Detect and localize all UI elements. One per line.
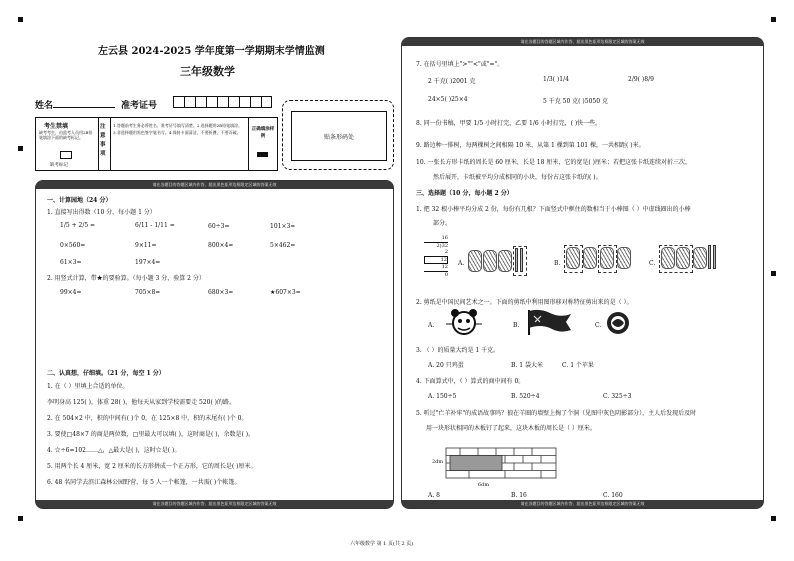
choice-q2: 2. 剪纸是中国民间艺术之一。下面的剪纸中利用图形移对称特征剪出来的是（ ）。 xyxy=(416,299,633,306)
id-label: 准考证号 xyxy=(121,101,158,111)
fill-question: 4. ☆÷6=102……△，△最大是( )，这时☆是( )。 xyxy=(47,447,181,454)
left-answer-panel xyxy=(35,180,394,509)
q8-text: 8. 同一份书稿，甲要 1/5 小时打完，乙要 1/6 小时打完，( )快一些。 xyxy=(416,120,602,127)
panel-top-band: 请在各题目的答题区域内作答，超出黑色矩形边框限定区域的答案无效 xyxy=(36,181,393,189)
notes-column xyxy=(110,118,249,170)
compare-item: 1/3( )1/4 xyxy=(543,76,569,83)
option-b-label: B. xyxy=(513,322,520,329)
page-footer: 六年级数学 第 1 页(共 2 页) xyxy=(350,541,414,547)
id-number-grid[interactable] xyxy=(173,96,272,108)
q10-text: 10. 一张长方形卡纸的周长是 60 厘米，长是 18 厘米，它的宽是( )厘米；若把这张卡纸连续对折三次， xyxy=(416,159,691,166)
registration-mark xyxy=(18,17,23,22)
panel-top-band: 请在各题目的答题区域内作答，超出黑色矩形边框限定区域的答案无效 xyxy=(402,38,763,46)
section-3-title: 三、选择题（10 分，每小题 2 分） xyxy=(416,190,513,197)
option-b-sticks[interactable] xyxy=(564,245,632,273)
option-b-label: B. xyxy=(554,260,561,267)
choice-q5-cont: 用一块形状相同的木板钉了起来，这块木板的周长是（ ）厘米。 xyxy=(426,425,596,432)
option-a-sticks[interactable] xyxy=(468,246,527,276)
registration-mark xyxy=(771,516,776,521)
notes-title: 注意事项 xyxy=(100,124,106,157)
calc-item: 61×3= xyxy=(60,259,82,266)
calc-item: 60÷3= xyxy=(208,223,230,230)
fill-question: 6. 48 名同学去滨江森林公园野营，每 5 人一个帐篷，一共需( )个帐篷。 xyxy=(47,479,241,486)
notes-text: 1.答题前考生务必将姓名、准考证号填写清楚。2.选择题用2B铅笔填涂。3.非选择题用黑色签字笔书写。4.保持卡面清洁，不要折叠、不要弄破。 xyxy=(113,123,243,135)
choice-q5: 5. 听过"亡羊补牢"的成语故事吗？狼在羊圈的墙壁上掏了个洞（见图中灰色阴影部分），主人后发现后及时 xyxy=(416,410,697,417)
option-c-label: C. xyxy=(649,260,656,267)
choice-option[interactable]: C. 160 xyxy=(603,492,623,499)
flag-papercut-icon[interactable] xyxy=(526,308,572,336)
notice-box xyxy=(35,117,278,171)
choice-q3: 3. （ ）的质量大约是 1 千克。 xyxy=(416,347,500,354)
fill-question: 2. 在 504×2 中，积的中间有( )个 0，在 125×8 中，积的末尾有( )个 0。 xyxy=(47,415,248,422)
registration-mark xyxy=(771,17,776,22)
fill-question: 1. 在（ ）里填上合适的单位。 xyxy=(47,383,129,390)
vertical-calc-item: ★607×3= xyxy=(270,289,301,296)
brick-wall-figure xyxy=(444,446,559,482)
vertical-calc-item: 680×3= xyxy=(208,289,234,296)
tiger-papercut-icon[interactable] xyxy=(446,308,482,336)
s1-question-1: 1. 直接写出得数（10 分，每小题 1 分） xyxy=(47,209,156,216)
calc-item: 800×4= xyxy=(208,242,234,249)
calc-item: 0×560= xyxy=(60,242,86,249)
registration-mark xyxy=(771,271,776,276)
compare-item: 5 千克 50 克( )5050 克 xyxy=(543,98,608,105)
sample-column xyxy=(248,118,277,170)
choice-option[interactable]: B. 520÷4 xyxy=(511,393,540,400)
choice-q1: 1. 把 32 根小棒平均分成 2 份，每份有几根？下面竖式中框住的数相当于小棒图（ ）中虚线圈出的小棒 xyxy=(416,206,691,213)
calc-item: 6/11 - 1/11 = xyxy=(135,222,175,229)
right-answer-panel xyxy=(401,37,764,509)
absent-label: 缺考标记 xyxy=(50,163,68,168)
choice-option[interactable]: A. 8 xyxy=(428,492,440,499)
registration-mark xyxy=(18,516,23,521)
q10-text-cont: 然后展开，卡纸被平均分成相同的小块，每份占这张卡纸的( )。 xyxy=(433,174,602,181)
round-papercut-icon[interactable] xyxy=(606,311,630,335)
option-c-label: C. xyxy=(595,322,602,329)
compare-item: 2 千克( )2001 克 xyxy=(428,78,476,85)
barcode-area xyxy=(282,100,394,170)
q9-text: 9. 路边种一排树，每两棵树之间相隔 10 米，从第 1 棵到第 101 棵，一共相距( )米。 xyxy=(416,142,645,149)
fill-question: 3. 要使□48×7 的商是两位数，□里最大可以填( )，这时商是( )，余数是( )。 xyxy=(47,431,255,438)
sample-filled-mark xyxy=(257,152,268,157)
taboo-text: 缺考考生，由监考人员用2B铅笔填涂下面的缺考标记。 xyxy=(39,130,93,140)
fill-question: 5. 用两个长 4 厘米，宽 2 厘米的长方形拼成一个正方形，它的周长是( )厘米。 xyxy=(47,463,257,470)
choice-option[interactable]: C. 325÷3 xyxy=(603,393,632,400)
barcode-box: 贴条形码处 xyxy=(291,111,387,161)
choice-option[interactable]: B. 1 袋大米 xyxy=(511,362,543,369)
choice-option[interactable]: C. 1 个苹果 xyxy=(562,362,594,369)
choice-q4: 4. 下面算式中，（ ）算式的商中间有 0。 xyxy=(416,378,525,385)
calc-item: 197×4= xyxy=(135,259,161,266)
calc-item: 5×462= xyxy=(270,242,296,249)
compare-item: 2/9( )8/9 xyxy=(628,76,654,83)
q7-text: 7. 在括号里填上">""<"或"="。 xyxy=(416,61,504,68)
choice-q1-cont: 部分。 xyxy=(433,220,452,227)
calc-item: 1/5 + 2/5 = xyxy=(60,222,96,229)
choice-option[interactable]: B. 16 xyxy=(511,492,527,499)
dim-2dm: 2dm xyxy=(432,459,444,465)
option-a-label: A. xyxy=(428,322,435,329)
calc-item: 101×3= xyxy=(270,223,296,230)
vertical-calc-item: 99×4= xyxy=(60,289,82,296)
s1-question-2: 2. 用竖式计算，带★的要验算。（每小题 3 分，验算 2 分） xyxy=(47,275,205,282)
panel-bottom-band: 请在各题目的答题区域内作答，超出黑色矩形边框限定区域的答案无效 xyxy=(402,500,763,508)
name-row xyxy=(35,98,157,111)
name-label: 姓名 xyxy=(35,101,54,111)
exam-title: 左云县 2024-2025 学年度第一学期期末学情监测 xyxy=(98,46,325,57)
option-a-label: A. xyxy=(458,260,465,267)
long-division: 16 2)32 2 12 12 0 xyxy=(424,235,448,278)
sample-title: 正确填涂样例 xyxy=(251,127,275,139)
section-2-title: 二、认真想，仔细填。（21 分，每空 1 分） xyxy=(47,370,165,377)
dim-6dm: 6dm xyxy=(478,482,490,488)
option-c-sticks[interactable] xyxy=(659,245,718,273)
compare-item: 24×5( )25×4 xyxy=(428,96,468,103)
absent-mark-box[interactable] xyxy=(60,151,72,159)
subject-title: 三年级数学 xyxy=(180,65,235,78)
absent-section xyxy=(36,118,99,170)
name-field[interactable] xyxy=(53,107,115,108)
choice-option[interactable]: A. 150÷5 xyxy=(428,393,457,400)
registration-mark xyxy=(18,146,23,151)
calc-item: 9×11= xyxy=(135,242,157,249)
vertical-calc-item: 705×8= xyxy=(135,289,161,296)
section-1-title: 一、计算园地（24 分） xyxy=(47,197,112,204)
fill-question: 李明身高 125( )，体重 28( )，他每天从家到学校需要走 520( )的路。 xyxy=(47,399,236,406)
panel-bottom-band: 请在各题目的答题区域内作答，超出黑色矩形边框限定区域的答案无效 xyxy=(36,500,393,508)
choice-option[interactable]: A. 20 只鸡蛋 xyxy=(428,362,464,369)
taboo-title: 考生禁填 xyxy=(44,123,69,130)
